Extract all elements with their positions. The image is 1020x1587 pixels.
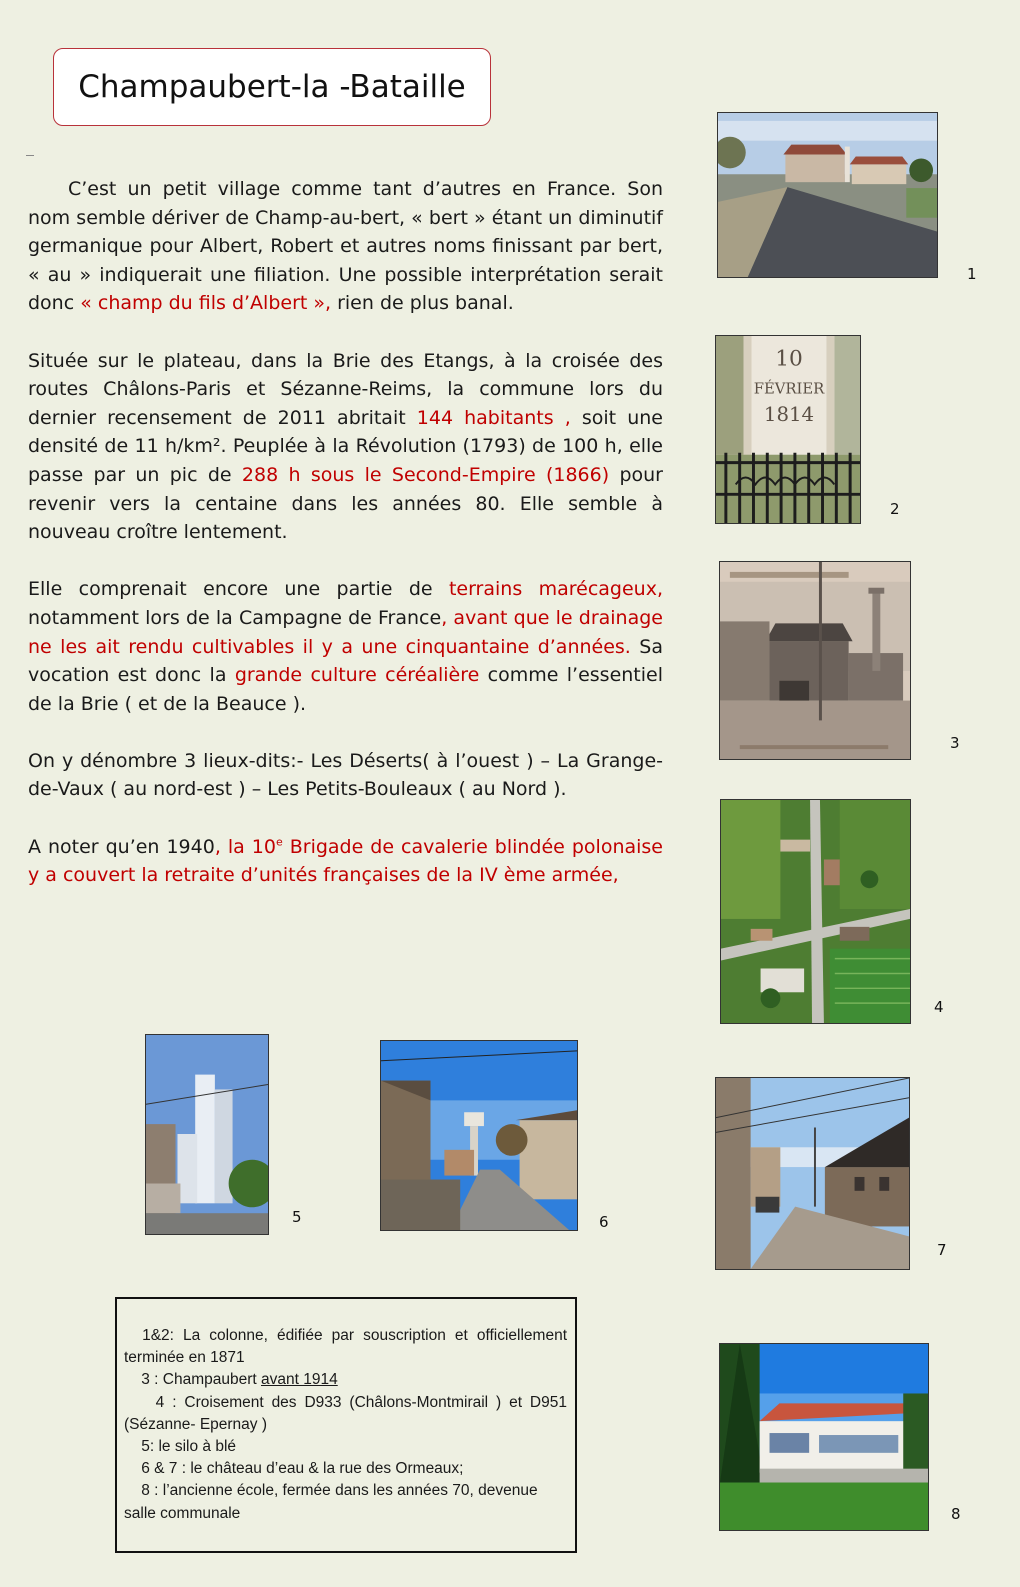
paragraph-text: soit une densité de 11 h/km². Peuplée à la Révolution (1793) de 100 h, elle passe par un pic de [28, 406, 663, 486]
photo-number: 2 [890, 500, 900, 518]
caption-line: 6 & 7 : le château d’eau & la rue des Ormeaux; [141, 1460, 464, 1478]
title-box [53, 48, 491, 126]
photo-number: 7 [937, 1241, 947, 1259]
photo-old-postcard [719, 561, 911, 760]
highlight-text: , avant que le drainage ne les ait rendu cultivables il y a une cinquantaine d’années. [28, 606, 663, 658]
inscription-month: FÉVRIER [753, 380, 825, 398]
photo-number: 1 [967, 265, 977, 283]
photo-village-street [717, 112, 938, 278]
paragraph-text: comme l’essentiel de la Brie ( et de la Beauce ). [28, 664, 663, 715]
underlined-text: avant 1914 [261, 1371, 338, 1389]
paragraph-text: pour revenir vers la centaine dans les années 80. Elle semble à nouveau croître lentement. [28, 463, 663, 544]
caption-line: 1&2: La colonne, édifiée par souscription et officiellement terminée en 1871 [124, 1327, 567, 1367]
superscript: e [275, 835, 283, 849]
paragraph-text: Située sur le plateau, dans la Brie des Etangs, à la croisée des routes Châlons-Paris et Sézanne-Reims, la commune lors du dernier recensement de 2011 abritait [28, 349, 663, 429]
divider-mark [26, 155, 34, 156]
paragraph-history [28, 833, 663, 890]
highlight-text: 144 habitants , [416, 406, 571, 429]
caption-line: 8 : l’ancienne école, fermée dans les années 70, devenue salle communale [124, 1482, 538, 1522]
paragraph-text: rien de plus banal. [331, 292, 514, 315]
paragraph-text: On y dénombre 3 lieux-dits:- Les Déserts( à l’ouest ) – La Grange-de-Vaux ( au nord-est ) – Les Petits-Bouleaux ( au Nord ). [28, 749, 663, 801]
photo-street-ormeaux [715, 1077, 910, 1270]
highlight-text: 288 h sous le Second-Empire (1866) [241, 463, 610, 486]
paragraph-population [28, 347, 663, 547]
photo-number: 3 [950, 734, 960, 752]
photo-aerial-crossroads [720, 799, 911, 1024]
photo-column-inscription [715, 335, 861, 524]
inscription-day: 10 [775, 346, 803, 372]
highlight-text: « champ du fils d’Albert », [80, 292, 332, 315]
paragraph-text: A noter qu’en 1940 [28, 835, 215, 858]
paragraph-text: notamment lors de la Campagne de France [28, 606, 442, 629]
photo-water-tower [380, 1040, 578, 1231]
photo-grain-silo [145, 1034, 269, 1235]
paragraph-origin [28, 175, 663, 318]
photo-number: 8 [951, 1505, 961, 1523]
photo-number: 6 [599, 1213, 609, 1231]
caption-line: 5: le silo à blé [141, 1438, 237, 1456]
highlight-text: terrains marécageux, [448, 578, 663, 601]
caption-line: 4 : Croisement des D933 (Châlons-Montmirail ) et D951 (Sézanne- Epernay ) [124, 1393, 567, 1433]
caption-line: 3 : Champaubert avant 1914 [141, 1371, 338, 1389]
paragraph-places [28, 747, 663, 804]
highlight-text: grande culture céréalière [234, 664, 480, 687]
paragraph-land [28, 575, 663, 718]
caption-box [115, 1297, 577, 1553]
photo-number: 4 [934, 998, 944, 1016]
photo-old-school [719, 1343, 929, 1531]
paragraph-text: Elle comprenait encore une partie de [28, 578, 449, 601]
highlight-text: , la 10e Brigade de cavalerie blindée polonaise y a couvert la retraite d’unités françaises de la IV ème armée, [28, 835, 663, 887]
paragraph-text: C’est un petit village comme tant d’autres en France. Son nom semble dériver de Champ-au-bert, « bert » étant un diminutif germanique pour Albert, Robert et autres noms finissant par bert, « au » indiquerait une filiation. Une possible interprétation serait donc [28, 178, 663, 315]
page-title: Champaubert-la -Bataille [78, 69, 466, 105]
main-text [28, 175, 663, 918]
photo-number: 5 [292, 1208, 302, 1226]
paragraph-text: Sa vocation est donc la [28, 635, 663, 687]
inscription-year: 1814 [763, 403, 815, 427]
